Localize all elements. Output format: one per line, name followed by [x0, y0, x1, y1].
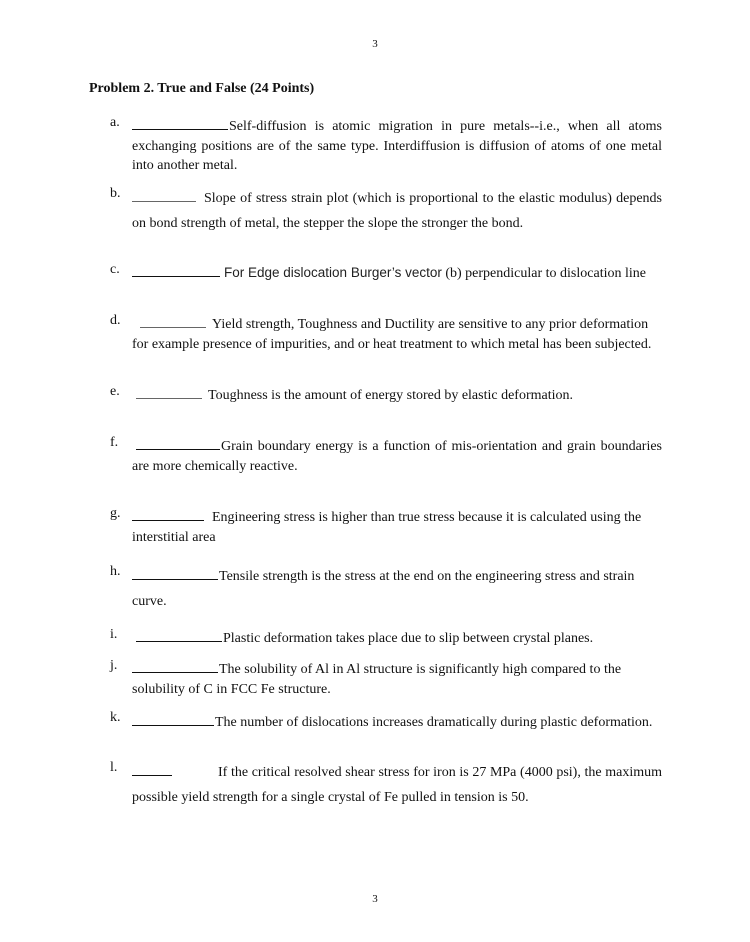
answer-blank-k[interactable]	[132, 711, 214, 726]
answer-blank-l[interactable]	[132, 761, 172, 776]
question-text: The solubility of Al in Al structure is significantly high compared to the solubility of C in FCC Fe structure.	[132, 662, 622, 697]
question-letter: k.	[110, 710, 121, 725]
answer-blank-f[interactable]	[136, 435, 220, 450]
question-text-part1: For Edge dislocation Burger’s vector	[224, 265, 442, 280]
question-text: Slope of stress strain plot (which is proportional to the elastic modulus) depends on bond strength of metal, the stepper the slope the stronger the bond.	[132, 191, 662, 231]
answer-blank-d[interactable]	[140, 313, 206, 328]
question-text: The number of dislocations increases dramatically during plastic deformation.	[215, 715, 653, 730]
question-text: Grain boundary energy is a function of mis-orientation and grain boundaries are more chemically reactive.	[132, 439, 662, 474]
answer-blank-b[interactable]	[132, 187, 196, 202]
question-text: Self-diffusion is atomic migration in pure metals--i.e., when all atoms exchanging positions are of the same type. Interdiffusion is diffusion of atoms of one metal into another metal.	[132, 119, 662, 173]
question-letter: a.	[110, 115, 120, 130]
question-letter: d.	[110, 313, 121, 328]
question-letter: f.	[110, 435, 119, 450]
question-text-part2: (b) perpendicular to dislocation line	[445, 266, 646, 281]
question-letter: l.	[110, 760, 118, 775]
answer-blank-c[interactable]	[132, 262, 220, 277]
answer-blank-e[interactable]	[136, 384, 202, 399]
question-letter: e.	[110, 384, 120, 399]
question-text: Tensile strength is the stress at the end on the engineering stress and strain curve.	[132, 569, 635, 609]
answer-blank-j[interactable]	[132, 658, 218, 673]
answer-blank-g[interactable]	[132, 506, 204, 521]
question-letter: i.	[110, 627, 118, 642]
answer-blank-h[interactable]	[132, 565, 218, 580]
problem-title: Problem 2. True and False (24 Points)	[89, 81, 315, 96]
question-letter: b.	[110, 186, 121, 201]
page-number-bottom: 3	[372, 893, 378, 905]
question-text: Toughness is the amount of energy stored by elastic deformation.	[208, 388, 574, 403]
answer-blank-i[interactable]	[136, 627, 222, 642]
page-number-top: 3	[372, 38, 378, 50]
question-text: Plastic deformation takes place due to slip between crystal planes.	[223, 631, 594, 646]
question-text: If the critical resolved shear stress for iron is 27 MPa (4000 psi), the maximum possible yield strength for a single crystal of Fe pulled in tension is 50.	[132, 765, 662, 805]
question-text: Yield strength, Toughness and Ductility are sensitive to any prior deformation for example presence of impurities, and or heat treatment to which metal has been subjected.	[132, 317, 652, 352]
answer-blank-a[interactable]	[132, 115, 228, 130]
question-letter: j.	[110, 658, 118, 673]
question-text: Engineering stress is higher than true stress because it is calculated using the interstitial area	[132, 510, 642, 545]
question-letter: g.	[110, 506, 121, 521]
question-letter: c.	[110, 262, 120, 277]
question-letter: h.	[110, 564, 121, 579]
